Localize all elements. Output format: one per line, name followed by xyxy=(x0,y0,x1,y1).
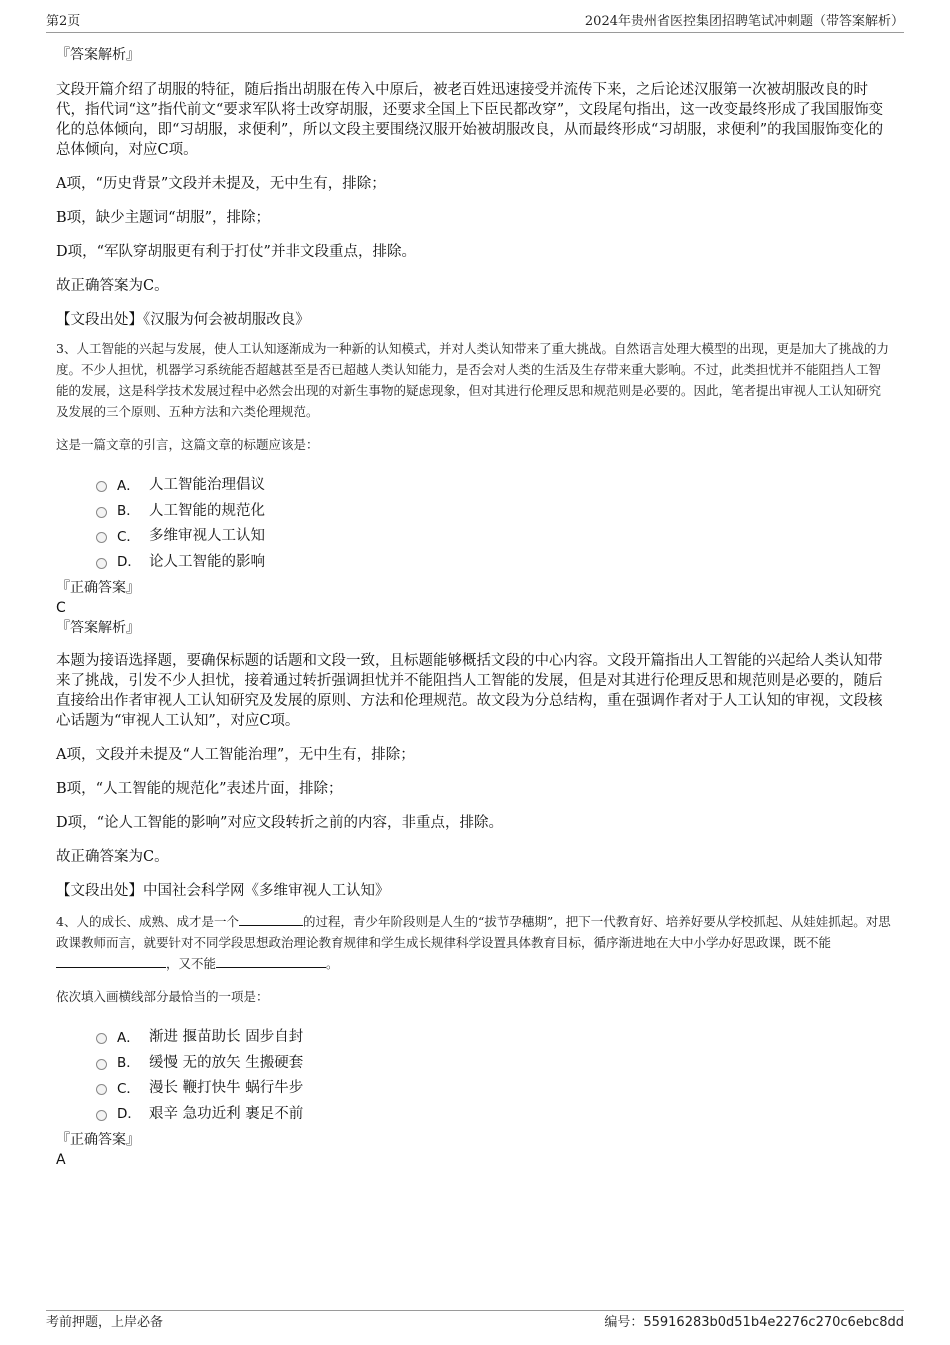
q2-source: 【文段出处】《汉服为何会被胡服改良》 xyxy=(56,312,310,328)
q4-option-c[interactable]: C． 漫长 鞭打快牛 蜗行牛步 xyxy=(96,1074,892,1100)
radio-icon[interactable] xyxy=(96,558,107,569)
radio-icon[interactable] xyxy=(96,1084,107,1095)
blank-2 xyxy=(56,954,166,968)
q2-note-a: A项，“历史背景”文段并未提及，无中生有，排除； xyxy=(56,176,386,192)
q2-note-b: B项，缺少主题词“胡服”，排除； xyxy=(56,210,270,226)
q4-question: 依次填入画横线部分最恰当的一项是： xyxy=(56,989,269,1004)
q3-source: 【文段出处】中国社会科学网《多维审视人工认知》 xyxy=(56,883,390,899)
radio-icon[interactable] xyxy=(96,532,107,543)
q3-conclusion: 故正确答案为C。 xyxy=(56,849,169,865)
q3-analysis-label: 『答案解析』 xyxy=(56,620,140,636)
q4-answer-label: 『正确答案』 xyxy=(56,1132,140,1148)
q3-note-a: A项，文段并未提及“人工智能治理”，无中生有，排除； xyxy=(56,747,415,763)
footer-slogan: 考前押题，上岸必备 xyxy=(46,1315,164,1330)
q3-option-b[interactable]: B． 人工智能的规范化 xyxy=(96,497,892,523)
q4-option-a[interactable]: A． 渐进 揠苗助长 固步自封 xyxy=(96,1023,892,1049)
q3-options xyxy=(96,471,892,573)
blank-3 xyxy=(216,954,326,968)
q3-note-d: D项，“论人工智能的影响”对应文段转折之前的内容，非重点，排除。 xyxy=(56,815,503,831)
q3-question: 这是一篇文章的引言，这篇文章的标题应该是： xyxy=(56,437,319,452)
q4-answer: A xyxy=(56,1152,66,1168)
q2-analysis-label: 『答案解析』 xyxy=(56,47,140,63)
q2-conclusion: 故正确答案为C。 xyxy=(56,278,169,294)
q3-analysis: 本题为接语选择题，要确保标题的话题和文段一致，且标题能够概括文段的中心内容。文段开篇指出人工智能的兴起给人类认知带来了挑战，引发不少人担忧，接着通过转折强调担忧并不能阻挡人工智能的发展，但是对其进行伦理反思和规范则是必要的，随后直接给出作者审视人工认知研究及发展的原则、方法和伦理规范。故文段为分总结构，重在强调作者对于人工认知的审视，文段核心话题为“审视人工认知”，对应C项。 xyxy=(56,653,883,729)
q4-options xyxy=(96,1023,892,1125)
q3-answer: C xyxy=(56,600,66,616)
q4-option-b[interactable]: B． 缓慢 无的放矢 生搬硬套 xyxy=(96,1049,892,1075)
page-content xyxy=(56,44,892,1169)
q2-note-d: D项，“军队穿胡服更有利于打仗”并非文段重点，排除。 xyxy=(56,244,416,260)
radio-icon[interactable] xyxy=(96,481,107,492)
document-title: 2024年贵州省医控集团招聘笔试冲刺题（带答案解析） xyxy=(584,14,904,29)
q2-analysis: 文段开篇介绍了胡服的特征，随后指出胡服在传入中原后，被老百姓迅速接受并流传下来，之后论述汉服第一次被胡服改良的时代，指代词“这”指代前文“要求军队将士改穿胡服，还要求全国上下臣民都改穿”，文段尾句指出，这一改变最终形成了我国服饰变化的总体倾向，即“习胡服，求便利”，所以文段主要围绕汉服开始被胡服改良，从而最终形成“习胡服，求便利”的我国服饰变化的总体倾向，对应C项。 xyxy=(56,82,884,158)
q4-stem: 4、人的成长、成熟、成才是一个 的过程，青少年阶段则是人生的“拔节孕穗期”，把下一代教育好、培养好要从学校抓起、从娃娃抓起。对思政课教师而言，就要针对不同学段思想政治理论教育规律和学生成长规律科学设置具体教育目标，循序渐进地在大中小学办好思政课，既不能，又不能 。 xyxy=(56,914,891,971)
q3-option-c[interactable]: C． 多维审视人工认知 xyxy=(96,522,892,548)
q3-option-a[interactable]: A． 人工智能治理倡议 xyxy=(96,471,892,497)
q3-option-d[interactable]: D． 论人工智能的影响 xyxy=(96,548,892,574)
q3-stem: 3、人工智能的兴起与发展，使人工认知逐渐成为一种新的认知模式，并对人类认知带来了重大挑战。自然语言处理大模型的出现，更是加大了挑战的力度。不少人担忧，机器学习系统能否超越甚至是否已超越人类认知能力，是否会对人类的生活及生存带来重大影响。不过，此类担忧并不能阻挡人工智能的发展，这是科学技术发展过程中必然会出现的对新生事物的疑虑现象，但对其进行伦理反思和规范则是必要的。因此，笔者提出审视人工认知研究及发展的三个原则、五种方法和六类伦理规范。 xyxy=(56,341,889,419)
page-footer xyxy=(46,1310,904,1335)
q3-answer-label: 『正确答案』 xyxy=(56,580,140,596)
radio-icon[interactable] xyxy=(96,507,107,518)
blank-1 xyxy=(239,912,303,926)
radio-icon[interactable] xyxy=(96,1059,107,1070)
footer-code: 编号：55916283b0d51b4e2276c270c6ebc8dd xyxy=(604,1315,904,1330)
radio-icon[interactable] xyxy=(96,1033,107,1044)
page-header xyxy=(46,14,904,33)
page-number: 第2页 xyxy=(46,14,81,29)
radio-icon[interactable] xyxy=(96,1110,107,1121)
q4-option-d[interactable]: D． 艰辛 急功近利 裹足不前 xyxy=(96,1100,892,1126)
q3-note-b: B项，“人工智能的规范化”表述片面，排除； xyxy=(56,781,343,797)
